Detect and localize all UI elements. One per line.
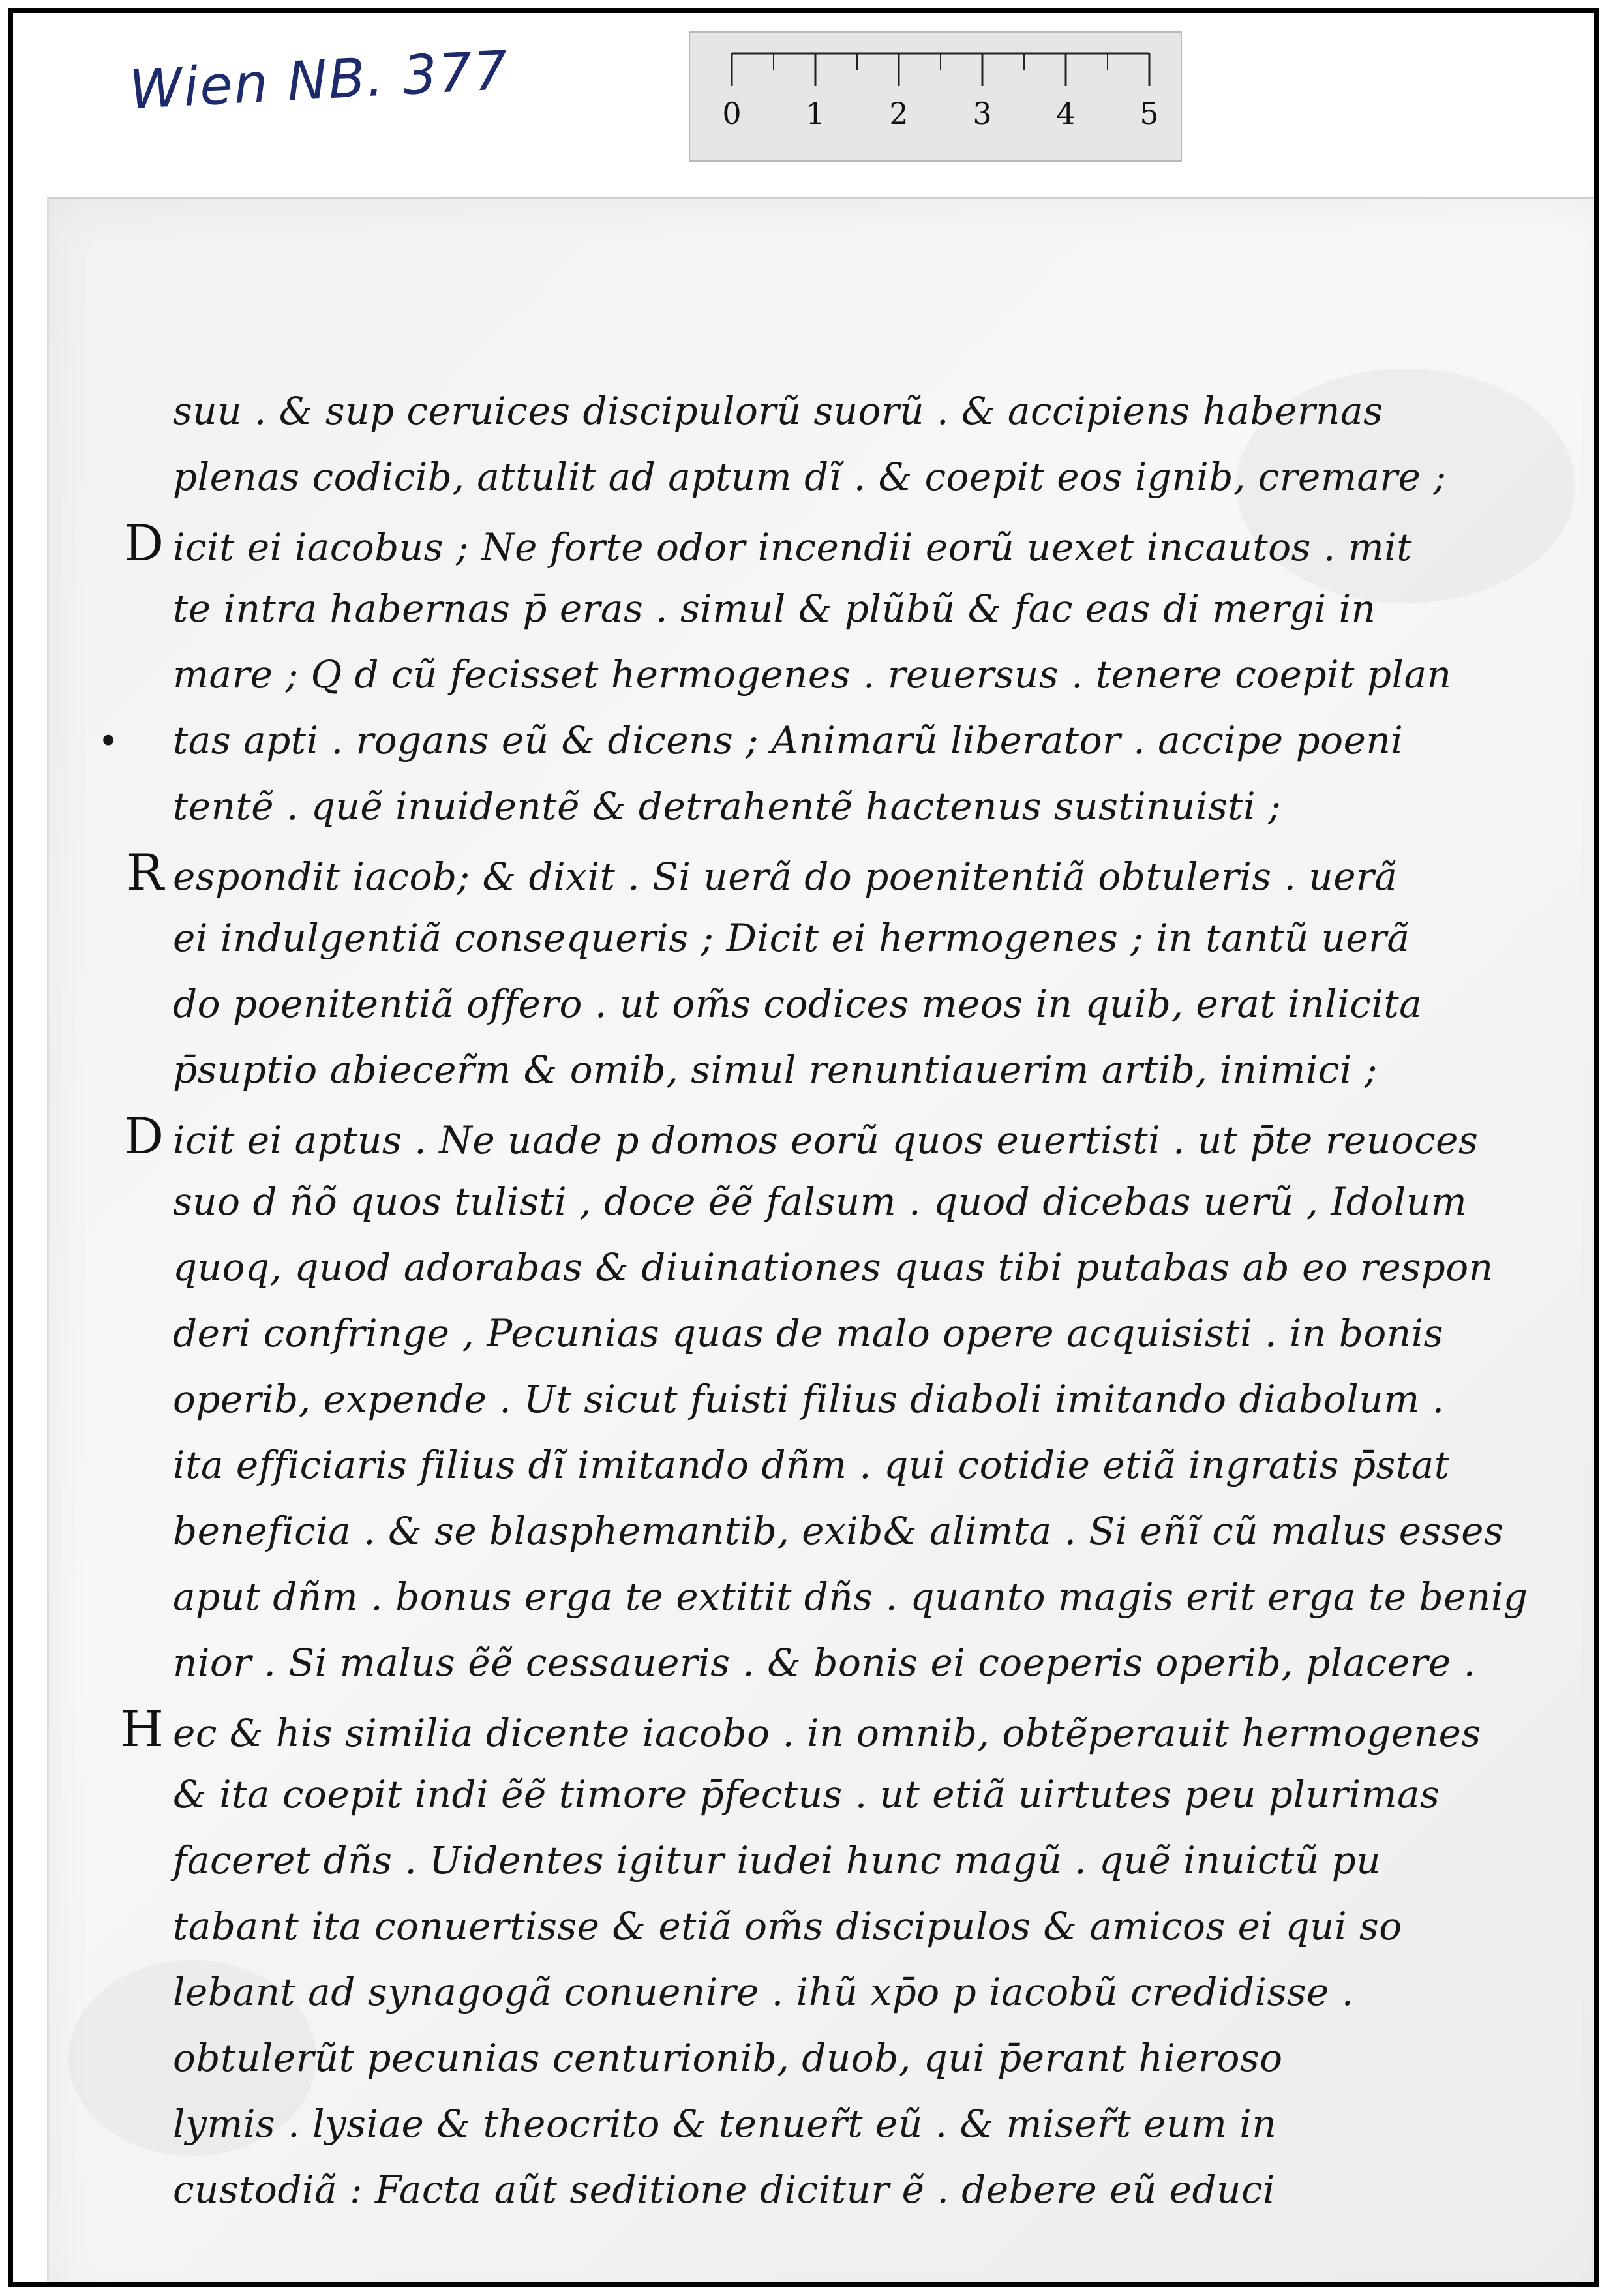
manuscript-line [87,1630,1580,1696]
manuscript-line [87,905,1580,971]
manuscript-line [87,1037,1580,1103]
line-text: obtulerũt pecunias centurionib, duob, qui p̄erant hieroso [173,2036,1283,2080]
line-text: p̄suptio abiecer̃m & omib, simul renuntiauerim artib, inimici ; [173,1048,1378,1092]
marginal-mark: • [98,721,119,762]
line-text: tas apti . rogans eũ & dicens ; Animarũ liberator . accipe poeni [173,718,1404,763]
manuscript-line [87,1828,1580,1894]
manuscript-page [47,197,1599,2287]
line-text: deri confringe , Pecunias quas de malo opere acquisisti . in bonis [173,1311,1443,1355]
manuscript-line [87,708,1580,774]
scale-ruler [690,33,1181,160]
line-text: suu . & sup ceruices discipulorũ suorũ . & accipiens habernas [173,389,1383,433]
scale-tick-label: 0 [722,96,742,131]
line-text: ei indulgentiã consequeris ; Dicit ei hermogenes ; in tantũ uerã [173,916,1410,960]
scale-tick-label: 4 [1056,96,1076,131]
line-text: operib, expende . Ut sicut fuisti filius diaboli imitando diabolum . [173,1377,1445,1421]
decorated-initial: D [124,514,164,572]
decorated-initial: D [124,1107,164,1165]
line-text: & ita coepit indi ẽẽ timore p̄fectus . ut etiã uirtutes peu plurimas [173,1772,1440,1817]
scale-tick-label: 3 [973,96,992,131]
manuscript-line [87,1235,1580,1301]
line-text: nior . Si malus ẽẽ cessaueris . & bonis ei coeperis operib, placere . [173,1640,1476,1685]
manuscript-line [87,1169,1580,1235]
manuscript-line [87,1103,1580,1169]
line-text: suo d ñõ quos tulisti , doce ẽẽ falsum . quod dicebas uerũ , Idolum [173,1179,1468,1224]
line-text: do poenitentiã offero . ut om̃s codices meos in quib, erat inlicita [173,982,1423,1026]
manuscript-line [87,1696,1580,1762]
line-text: ita efficiaris filius dĩ imitando dñm . qui cotidie etiã ingratis p̄stat [173,1443,1450,1487]
manuscript-line [87,1432,1580,1498]
measurement-scale [689,31,1182,162]
line-text: mare ; Q d cũ fecisset hermogenes . reuersus . tenere coepit plan [173,652,1452,697]
line-text: ec & his similia dicente iacobo . in omnib, obtẽperauit hermogenes [173,1711,1481,1755]
scale-tick-label: 5 [1140,96,1159,131]
line-text: quoq, quod adorabas & diuinationes quas tibi putabas ab eo respon [173,1245,1494,1290]
line-text: beneficia . & se blasphemantib, exib& alimta . Si eñĩ cũ malus esses [173,1509,1504,1553]
manuscript-line [87,1498,1580,1564]
manuscript-line [87,510,1580,576]
manuscript-line [87,444,1580,510]
manuscript-line [87,839,1580,905]
line-text: faceret dñs . Uidentes igitur iudei hunc magũ . quẽ inuictũ pu [173,1838,1381,1882]
manuscript-line [87,774,1580,839]
line-text: tabant ita conuertisse & etiã om̃s discipulos & amicos ei qui so [173,1904,1402,1948]
photograph-frame [8,8,1599,2287]
manuscript-line [87,1301,1580,1367]
manuscript-line [87,1894,1580,1959]
manuscript-line [87,642,1580,708]
line-text: lebant ad synagogã conuenire . ihũ xp̄o p iacobũ credidisse . [173,1970,1354,2014]
manuscript-line [87,576,1580,642]
line-text: icit ei aptus . Ne uade p domos eorũ quos euertisti . ut p̄te reuoces [173,1118,1479,1162]
line-text: custodiã : Facta aũt seditione dicitur ẽ . debere eũ educi [173,2168,1276,2212]
line-text: espondit iacob; & dixit . Si uerã do poenitentiã obtuleris . uerã [173,854,1398,899]
decorated-initial: R [126,843,164,901]
scale-tick-label: 1 [806,96,825,131]
manuscript-line [87,1959,1580,2025]
manuscript-line [87,378,1580,444]
line-text: lymis . lysiae & theocrito & tenuer̃t eũ . & miser̃t eum in [173,2102,1277,2146]
manuscript-line [87,2091,1580,2157]
manuscript-line [87,971,1580,1037]
manuscript-line [87,1367,1580,1432]
manuscript-text [87,378,1580,2223]
line-text: te intra habernas p̄ eras . simul & plũbũ & fac eas di mergi in [173,586,1376,631]
scale-tick-label: 2 [889,96,909,131]
decorated-initial: H [120,1700,164,1758]
manuscript-line [87,1564,1580,1630]
line-text: plenas codicib, attulit ad aptum dĩ . & coepit eos ignib, cremare ; [173,455,1447,499]
line-text: tentẽ . quẽ inuidentẽ & detrahentẽ hactenus sustinuisti ; [173,784,1282,828]
manuscript-line [87,2025,1580,2091]
shelfmark-annotation: Wien NB. 377 [127,39,511,122]
line-indent [87,708,173,774]
line-text: icit ei iacobus ; Ne forte odor incendii eorũ uexet incautos . mit [173,525,1413,569]
manuscript-line [87,2157,1580,2223]
line-text: aput dñm . bonus erga te extitit dñs . quanto magis erit erga te benig [173,1575,1528,1619]
manuscript-line [87,1762,1580,1828]
